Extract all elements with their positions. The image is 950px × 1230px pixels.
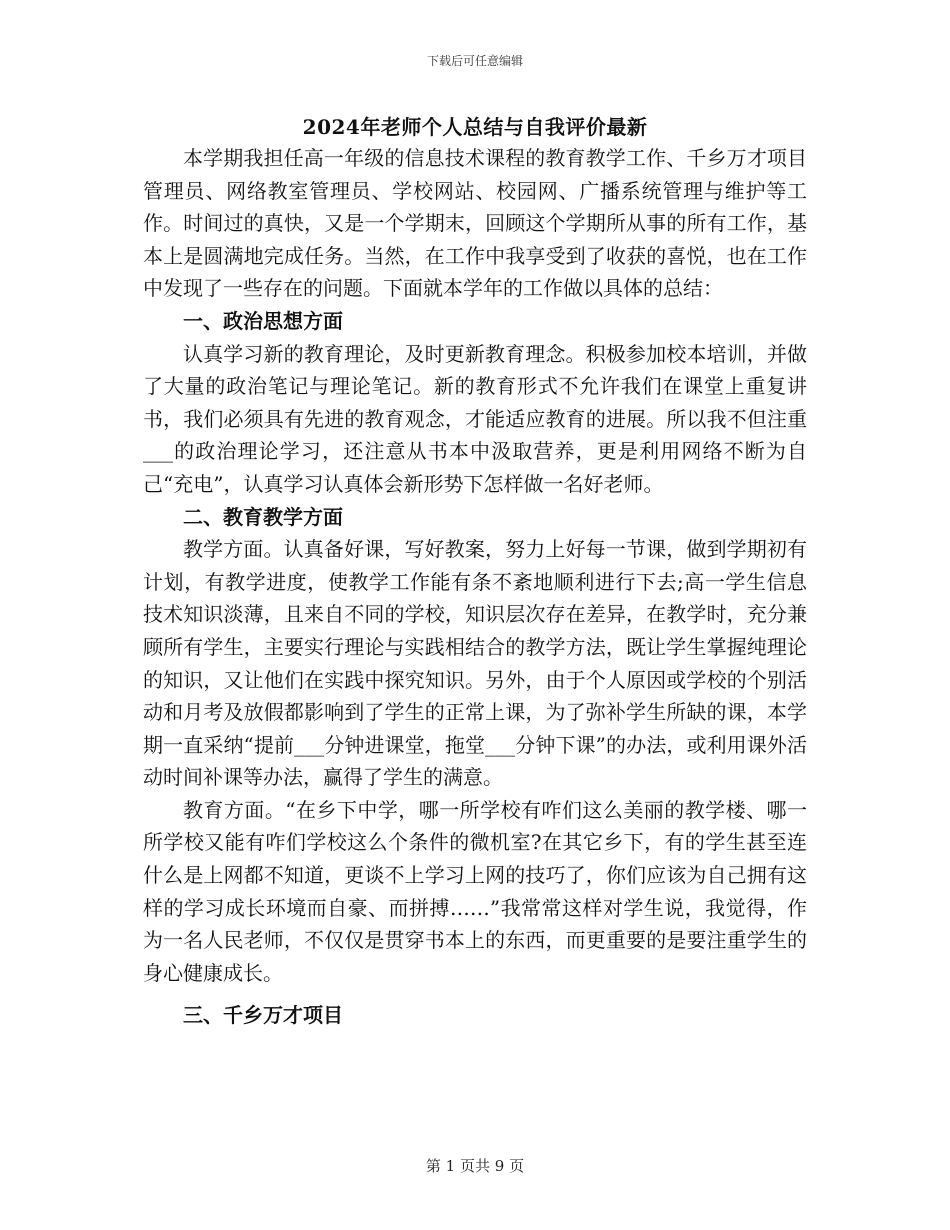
- section-heading-project: 三、千乡万才项目: [183, 1003, 343, 1028]
- page-header: 下载后可任意编辑: [426, 54, 523, 68]
- teaching-paragraph: 教学方面。认真备好课，写好教案，努力上好每一节课，做到学期初有计划，有教学进度，使教学工作能有条不紊地顺利进行下去;高一学生信息技术知识淡薄，且来自不同的学校，知识层次存在差异，在教学时，充分兼顾所有学生，主要实行理论与实践相结合的教学方法，既让学生掌握纯理论的知识，又让他们在实践中探究知识。另外，由于个人原因或学校的个别活动和月考及放假都影响到了学生的正常上课，为了弥补学生所缺的课，本学期一直采纳“提前___分钟进课堂，拖堂___分钟下课”的办法，或利用课外活动时间补课等办法，赢得了学生的满意。: [143, 537, 807, 790]
- document-title: 2024年老师个人总结与自我评价最新: [302, 115, 648, 139]
- intro-paragraph: 本学期我担任高一年级的信息技术课程的教育教学工作、千乡万才项目管理员、网络教室管理员、学校网站、校园网、广播系统管理与维护等工作。时间过的真快，又是一个学期末，回顾这个学期所从事的所有工作，基本上是圆满地完成任务。当然，在工作中我享受到了收获的喜悦，也在工作中发现了一些存在的问题。下面就本学年的工作做以具体的总结：: [143, 146, 807, 301]
- politics-paragraph: 认真学习新的教育理论，及时更新教育理念。积极参加校本培训，并做了大量的政治笔记与理论笔记。新的教育形式不允许我们在课堂上重复讲书，我们必须具有先进的教育观念，才能适应教育的进展。所以我不但注重___的政治理论学习，还注意从书本中汲取营养，更是利用网络不断为自己“充电”，认真学习认真体会新形势下怎样做一名好老师。: [143, 341, 807, 496]
- page-number: 第 1 页共 9 页: [425, 1157, 525, 1175]
- section-heading-politics: 一、政治思想方面: [183, 308, 343, 333]
- document-body: [143, 142, 807, 1032]
- section-heading-teaching: 二、教育教学方面: [183, 504, 343, 529]
- education-paragraph: 教育方面。“在乡下中学，哪一所学校有咋们这么美丽的教学楼、哪一所学校又能有咋们学校这么个条件的微机室?在其它乡下，有的学生甚至连什么是上网都不知道，更谈不上学习上网的技巧了，你们应该为自己拥有这样的学习成长环境而自豪、而拼搏……”我常常这样对学生说，我觉得，作为一名人民老师，不仅仅是贯穿书本上的东西，而更重要的是要注重学生的身心健康成长。: [143, 797, 807, 985]
